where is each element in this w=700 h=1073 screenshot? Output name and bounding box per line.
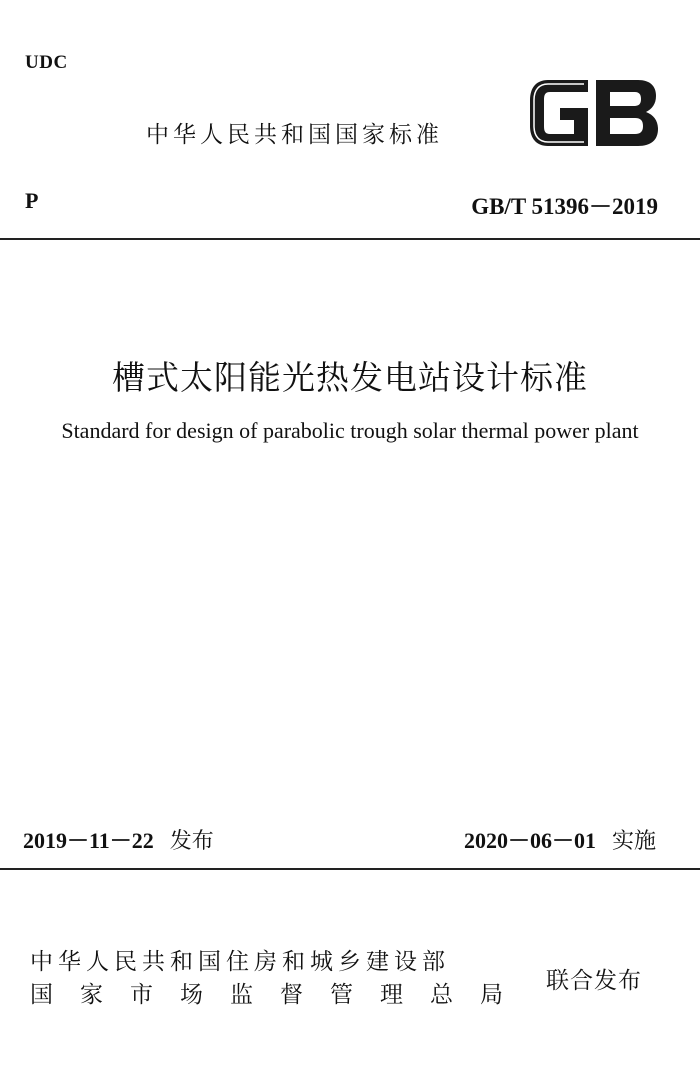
effective-date-block xyxy=(464,824,656,855)
udc-label: UDC xyxy=(25,52,68,73)
issue-date-block xyxy=(23,824,214,855)
issuer-administration: 国家市场监督管理总局 xyxy=(30,982,530,1008)
standard-number: GB/T 51396－2019 xyxy=(471,194,658,219)
national-standard-heading: 中华人民共和国国家标准 xyxy=(146,122,443,148)
issue-word: 发布 xyxy=(169,829,214,854)
gb-logo xyxy=(526,74,662,152)
effective-date: 2020－06－01 xyxy=(463,828,596,853)
issuer-ministry: 中华人民共和国住房和城乡建设部 xyxy=(30,949,450,975)
title-chinese: 槽式太阳能光热发电站设计标准 xyxy=(112,358,588,397)
issuing-authorities xyxy=(30,946,530,1012)
classification-code: P xyxy=(25,188,39,213)
joint-release-label: 联合发布 xyxy=(546,968,642,994)
title-english: Standard for design of parabolic trough solar thermal power plant xyxy=(61,418,639,443)
top-divider xyxy=(0,238,700,240)
effective-word: 实施 xyxy=(611,829,656,854)
issue-date: 2019－11－22 xyxy=(23,828,154,853)
bottom-divider xyxy=(0,868,700,870)
